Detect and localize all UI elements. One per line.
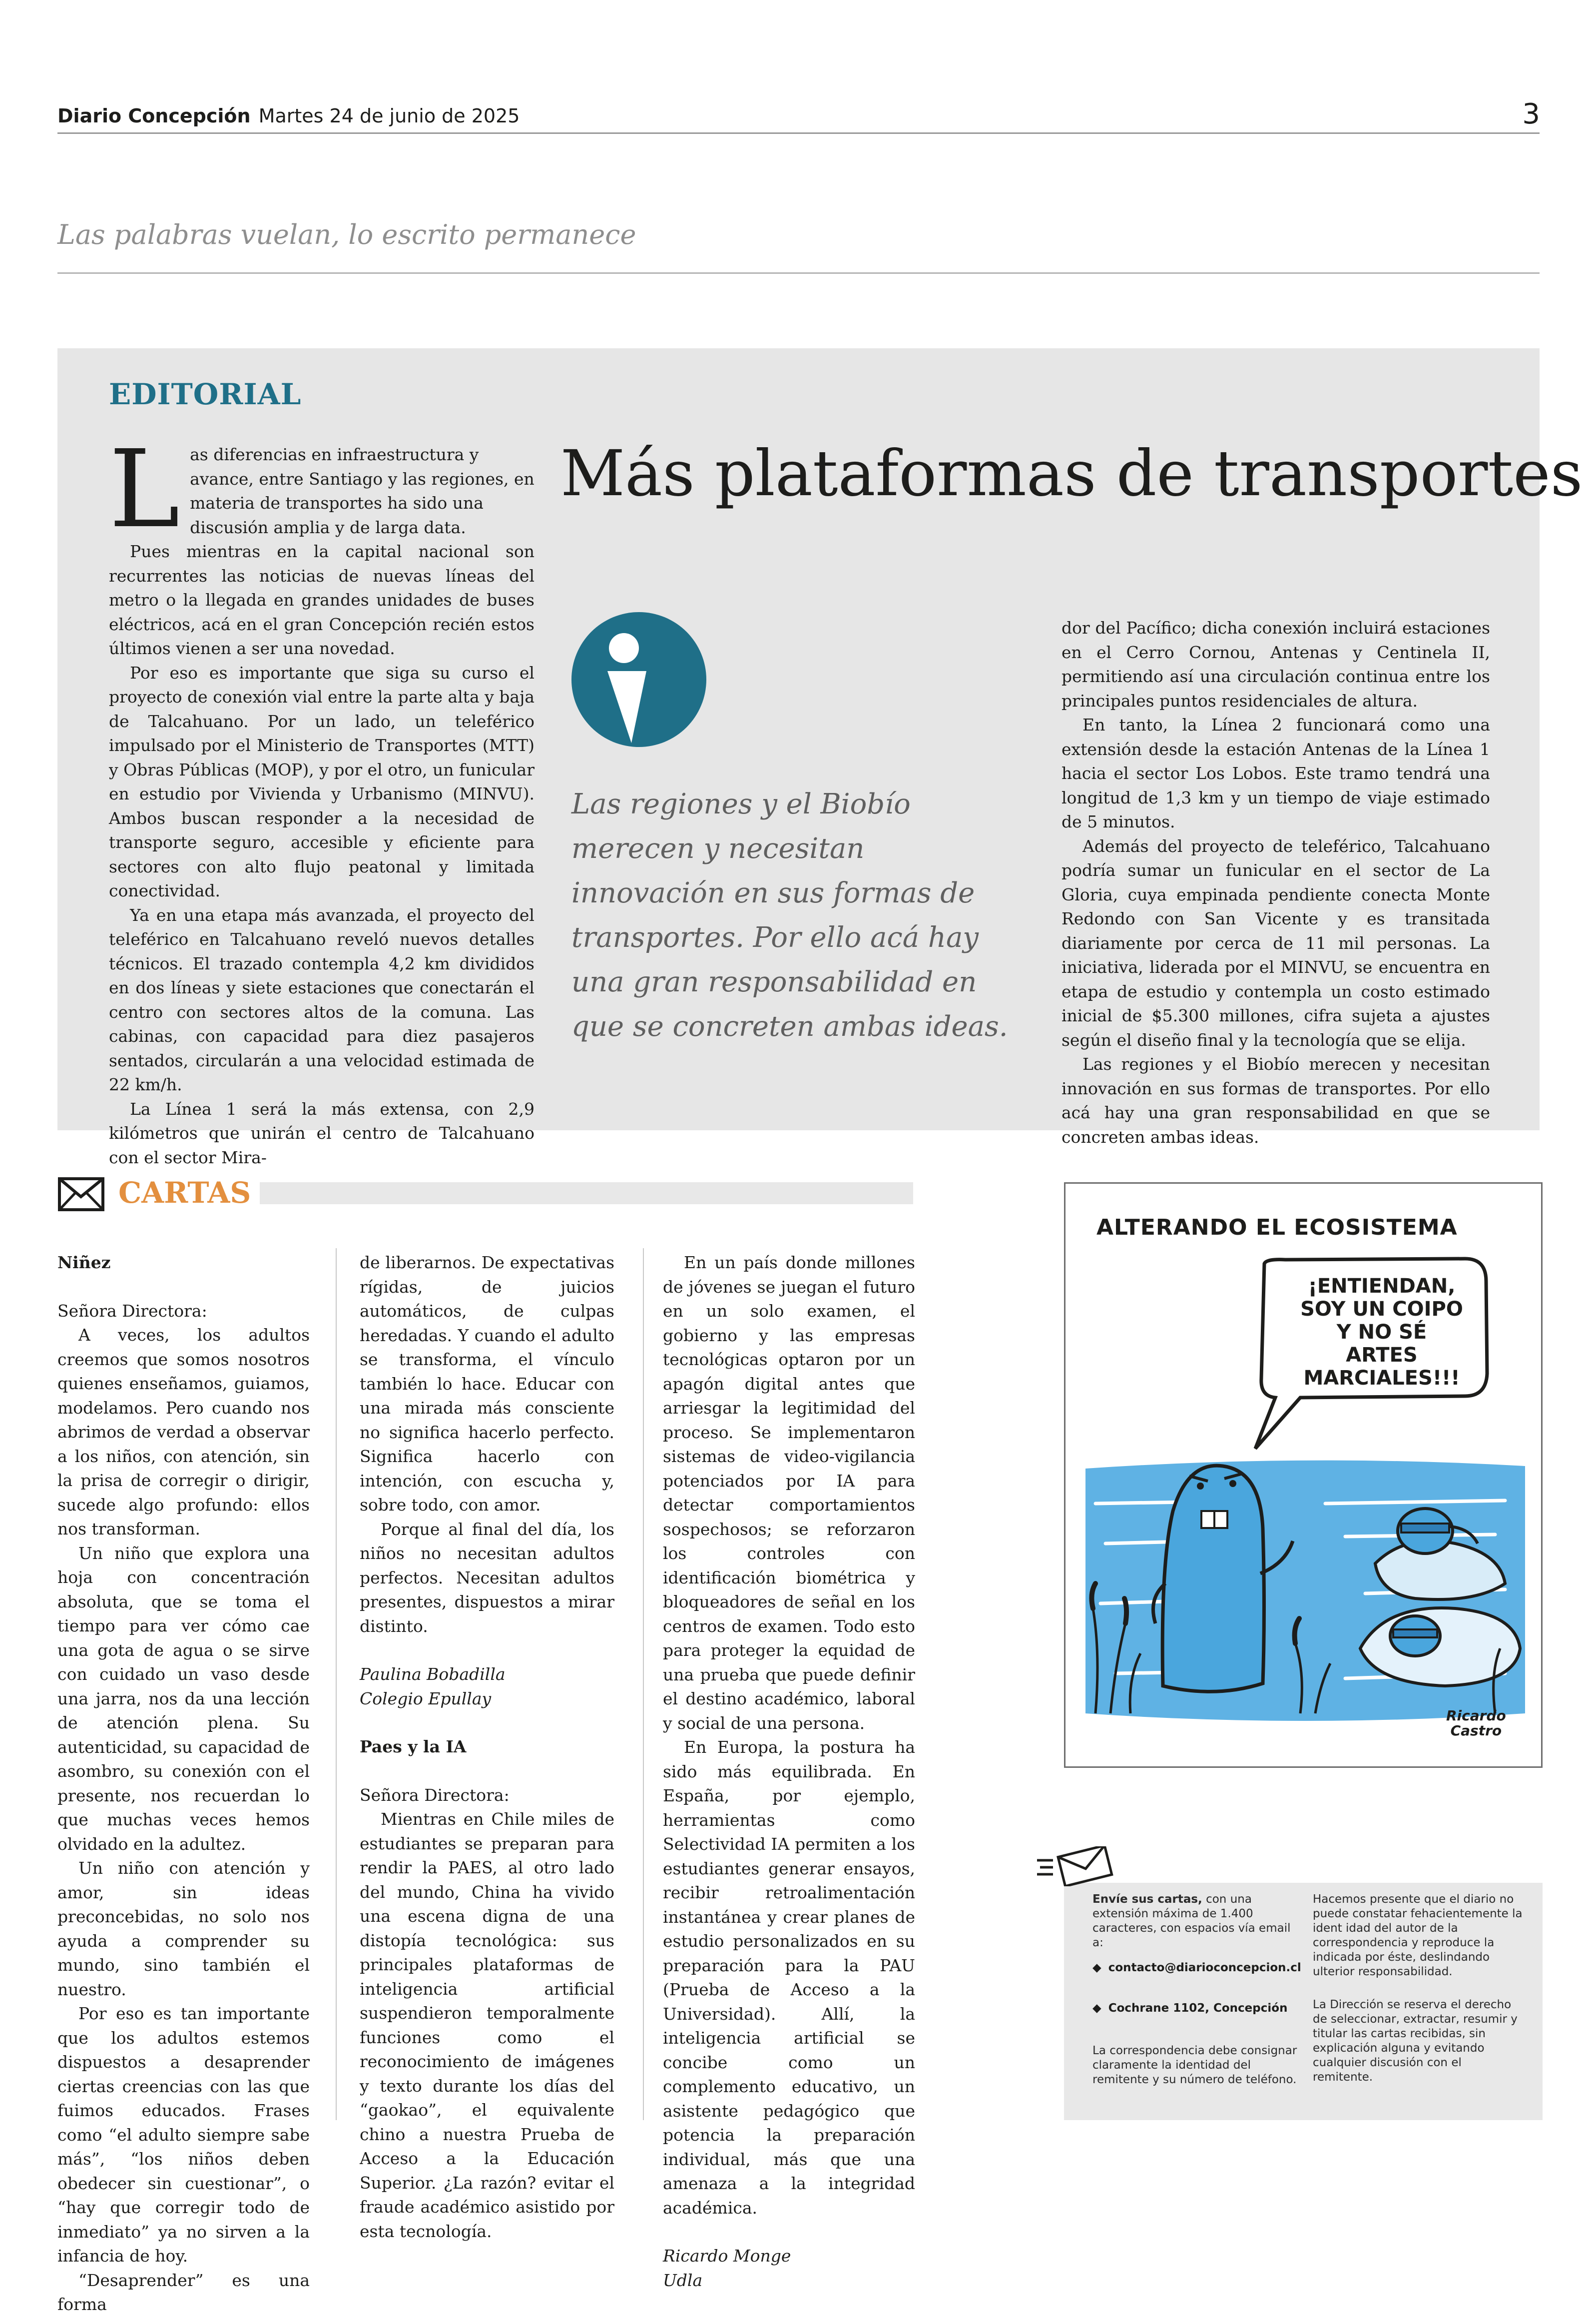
contact-intro-rest: con una extensión máxima de 1.400 caracteres, con espacios vía email a: bbox=[1092, 1893, 1291, 1949]
speech-line: SOY UN COIPO bbox=[1300, 1298, 1463, 1321]
editorial-paragraph: Además del proyecto de teleférico, Talcahuano podría sumar un funicular en el sector de La Gloria, cuya empinada pendiente conecta Monte Redondo con San Vicente y es transitada diariamente por cerca de 11 mil personas. La iniciativa, liderada por el MINVU, se encuentra en etapa de estudio y contempla un costo estimado inicial de $5.300 millones, cifra sujeta a ajustes según el diseño final y la tecnología que se elija. bbox=[1062, 836, 1490, 1050]
cartoon-frame bbox=[1064, 1182, 1543, 1768]
envelope-icon bbox=[57, 1177, 105, 1212]
diamond-bullet-icon: ◆ bbox=[1092, 1961, 1101, 1974]
signature-line: Castro bbox=[1450, 1722, 1502, 1739]
editorial-label: EDITORIAL bbox=[109, 377, 302, 411]
contact-note-right-2: La Dirección se reserva el derecho de seleccionar, extractar, resumir y titular las cartas recibidas, sin explicación alguna y evitando cualquier discusión con el remitente. bbox=[1313, 1998, 1518, 2084]
letters-col-2 bbox=[360, 1251, 614, 2244]
editorial-paragraph: Las regiones y el Biobío merecen y necesitan innovación en sus formas de transportes. Por ello acá hay una gran responsabilidad en que se concreten ambas ideas. bbox=[1062, 1054, 1490, 1147]
cartoon-drawing bbox=[1065, 1184, 1541, 1766]
signature-line: Ricardo bbox=[1446, 1707, 1506, 1724]
letter-paragraph: de liberarnos. De expectativas rígidas, de juicios automáticos, de culpas heredadas. Y cuando el adulto se transforma, el vínculo también lo hace. Educar con una mirada más consciente no significa hacerlo perfecto. Significa hacerlo con intención, con escucha y, sobre todo, con amor. bbox=[360, 1253, 614, 1515]
header-rule bbox=[57, 132, 1540, 134]
contact-intro-bold: Envíe sus cartas, bbox=[1092, 1893, 1202, 1906]
speech-line: MARCIALES!!! bbox=[1303, 1367, 1460, 1390]
letter-paragraph: En un país donde millones de jóvenes se juegan el futuro en un solo examen, el gobierno y las empresas tecnológicas optaron por un apagón digital antes que arriesgar la legitimidad del proceso. Se implementaron sistemas de video-vigilancia potenciados por IA para detectar comportamientos sospechosos; se reforzaron los controles con identificación biométrica y bloqueadores de señal en los centros de examen. Todo esto para proteger la equidad de una prueba que puede definir el destino académico, laboral y social de una persona. bbox=[663, 1253, 915, 1733]
editorial-headline: Más plataformas de transportes bbox=[560, 437, 1583, 510]
paper-name: Diario Concepción bbox=[57, 105, 251, 127]
editorial-paragraph: Ya en una etapa más avanzada, el proyecto del teleférico en Talcahuano reveló nuevos detalles técnicos. El trazado contempla 4,2 km divididos en dos líneas y siete estaciones que conectarán el centro con sectores altos de la comuna. Las cabinas, con capacidad para diez pasajeros sentados, circularán a una velocidad estimada de 22 km/h. bbox=[109, 905, 534, 1094]
letter-title: Paes y la IA bbox=[360, 1737, 467, 1756]
contact-intro bbox=[1092, 1892, 1302, 1950]
pullquote: Las regiones y el Biobío merecen y necesitan innovación en sus formas de transportes. Por ello acá hay una gran responsabilidad en que se concreten ambas ideas. bbox=[571, 788, 1008, 1043]
cartoon-title: ALTERANDO EL ECOSISTEMA bbox=[1096, 1215, 1458, 1240]
letter-signature-org: Udla bbox=[663, 2270, 703, 2290]
letter-salutation: Señora Directora: bbox=[57, 1301, 207, 1321]
editorial-col-left bbox=[109, 427, 534, 1170]
letter-paragraph: Por eso es tan importante que los adultos estemos dispuestos a desaprender ciertas creencias con las que fuimos educados. Frases como “el adulto siempre sabe más”, “los niños deben obedecer sin cuestionar”, o “hay que corregir todo de inmediato” ya no sirven a la infancia de hoy. bbox=[57, 2004, 310, 2266]
cartas-bar bbox=[260, 1182, 913, 1204]
letter-salutation: Señora Directora: bbox=[360, 1785, 510, 1805]
letter-paragraph: A veces, los adultos creemos que somos nosotros quienes enseñamos, guiamos, modelamos. Pero cuando nos abrimos de verdad a observar a los niños, con atención, sin la prisa de corregir o dirigir, sucede algo profundo: ellos nos transforman. bbox=[57, 1325, 310, 1539]
contact-email-row bbox=[1092, 1961, 1301, 1974]
letter-paragraph: Un niño con atención y amor, sin ideas preconcebidas, no solo nos ayuda a comprender su mundo, sino también el nuestro. bbox=[57, 1858, 310, 1999]
letter-signature-name: Paulina Bobadilla bbox=[360, 1664, 506, 1684]
letter-title: Niñez bbox=[57, 1253, 111, 1272]
contact-note-right-1: Hacemos presente que el diario no puede constatar fehacientemente la ident idad del autor de la correspondencia y reproduce la indicada por éste, deslindando ulterior responsabilidad. bbox=[1313, 1893, 1523, 1978]
masthead bbox=[57, 105, 520, 127]
editorial-paragraph: dor del Pacífico; dicha conexión incluirá estaciones en el Cerro Cornou, Antenas y Centinela II, permitiendo así una circulación continua entre los principales puntos residenciales de altura. bbox=[1062, 618, 1490, 711]
contact-note-left: La correspondencia debe consignar claramente la identidad del remitente y su número de teléfono. bbox=[1092, 2044, 1297, 2086]
drop-cap: L bbox=[109, 427, 180, 552]
diamond-bullet-icon: ◆ bbox=[1092, 2002, 1101, 2015]
letter-paragraph: Porque al final del día, los niños no necesitan adultos perfectos. Necesitan adultos presentes, dispuestos a mirar distinto. bbox=[360, 1519, 614, 1636]
editorial-paragraph: Por eso es importante que siga su curso el proyecto de conexión vial entre la parte alta y baja de Talcahuano. Por un lado, un teleférico impulsado por el Ministerio de Transportes (MTT) y Obras Públicas (MOP), y por el otro, un funicular en estudio por Vivienda y Urbanismo (MINVU). Ambos buscan responder a la necesidad de transporte seguro, accesible y eficiente para sectores con alto flujo peatonal y limitada conectividad. bbox=[109, 663, 534, 900]
editorial-paragraph: Pues mientras en la capital nacional son recurrentes las noticias de nuevas líneas del metro o la llegada en grandes unidades de buses eléctricos, acá en el gran Concepción recién estos últimos vienen a ser una novedad. bbox=[109, 542, 534, 658]
cartoon-speech bbox=[1299, 1275, 1464, 1390]
letter-paragraph: Un niño que explora una hoja con concentración absoluta, que se toma el tiempo para ver cómo cae una gota de agua o se sirve con cuidado un vaso desde una jarra, nos da una lección de atención plena. Su autenticidad, su capacidad de asombro, su conexión con el presente, nos recuerdan lo que muchas veces hemos olvidado en la adultez. bbox=[57, 1543, 310, 1854]
contact-email[interactable]: contacto@diarioconcepcion.cl bbox=[1108, 1961, 1301, 1974]
contact-address-row bbox=[1092, 2002, 1287, 2015]
motto-rule bbox=[57, 272, 1540, 274]
cartas-label: CARTAS bbox=[118, 1176, 251, 1210]
cartoon-signature bbox=[1446, 1708, 1506, 1738]
speech-line: Y NO SÉ ARTES bbox=[1336, 1321, 1427, 1367]
editorial-paragraph: La Línea 1 será la más extensa, con 2,9 kilómetros que unirán el centro de Talcahuano con el sector Mira- bbox=[109, 1099, 534, 1167]
letter-paragraph: Mientras en Chile miles de estudiantes se preparan para rendir la PAES, al otro lado del mundo, China ha vivido una escena digna de una distopía tecnológica: sus principales plataformas de inteligencia artificial suspendieron temporalmente funciones como el reconocimiento de imágenes y texto durante los días del “gaokao”, el equivalente chino a nuestra Prueba de Acceso a la Educación Superior. ¿La razón? evitar el fraude académico asistido por esta tecnología. bbox=[360, 1809, 614, 2241]
column-divider bbox=[643, 1248, 644, 2120]
letters-col-3 bbox=[663, 1251, 915, 2293]
column-divider bbox=[336, 1248, 337, 2120]
editorial-lead: as diferencias en infraestructura y avance, entre Santiago y las regiones, en materia de transportes ha sido una discusión amplia y de larga data. bbox=[190, 445, 534, 537]
speech-line: ¡ENTIENDAN, bbox=[1308, 1275, 1456, 1298]
letter-paragraph: “Desaprender” es una forma bbox=[57, 2270, 310, 2314]
letter-signature-name: Ricardo Monge bbox=[663, 2246, 791, 2266]
section-motto: Las palabras vuelan, lo escrito permanece bbox=[57, 219, 636, 250]
letters-col-1 bbox=[57, 1251, 310, 2317]
editorial-paragraph: En tanto, la Línea 2 funcionará como una extensión desde la estación Antenas de la Línea 1 hacia el sector Los Lobos. Este tramo tendrá una longitud de 1,3 km y un tiempo de viaje estimado de 5 minutos. bbox=[1062, 715, 1490, 831]
info-icon bbox=[571, 612, 706, 747]
letter-signature-org: Colegio Epullay bbox=[360, 1688, 492, 1708]
issue-date: Martes 24 de junio de 2025 bbox=[258, 105, 520, 127]
letter-paragraph: En Europa, la postura ha sido más equilibrada. En España, por ejemplo, herramientas como Selectividad IA permiten a los estudiantes generar ensayos, recibir retroalimentación instantánea y crear planes de estudio personalizados en su preparación para la PAU (Prueba de Acceso a la Universidad). Allí, la inteligencia artificial se concibe como un complemento educativo, un asistente pedagógico que potencia la preparación individual, más que una amenaza a la integridad académica. bbox=[663, 1737, 915, 2218]
editorial-col-right bbox=[1062, 616, 1490, 1149]
send-letter-icon bbox=[1033, 1846, 1115, 1886]
page-number: 3 bbox=[1522, 98, 1540, 130]
contact-address: Cochrane 1102, Concepción bbox=[1108, 2002, 1288, 2015]
